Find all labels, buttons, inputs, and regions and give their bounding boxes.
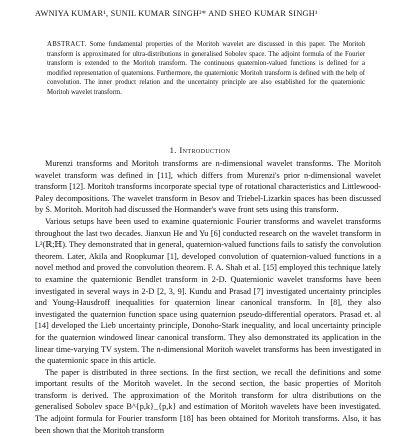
paragraph-2: Various setups have been used to examine quaternionic Fourier transforms and wavelet transforms throughout the last two decades. Jianxun He and Yu [6] conducted research on the wavelet transform in L²(ℝ;ℍ). They demonstrated that in general, quaternion-valued functions fails to satisfy the convolution theorem. Later, Akila and Roopkumar [1], developed convolution of quaternion-valued functions in a novel method and proved the convolution theorem. F. A. Shah et al. [15] employed this technique lately to examine the quaternionic Bendlet transform in 2-D. Quaternionic wavelet transforms have been investigated in several ways in 2-D [2, 3, 9]. Kundu and Prasad [7] investigated uncertainty principles and Young-Hausdroff inequalities for quaternion linear canonical transform. In [8], they also investigated the quaternion function space using quaternion pseudo-differential operators. Prasad et. al [14] developed the Lieb uncertainty principle, Donoho-Stark inequality, and local uncertainty principle for the quaternion windowed linear canonical transform. They also demonstrated its application in the linear time-varying TV system. The n-dimensional Moritoh wavelet transforms has been investigated in the quaternionic space in this article.	[35, 216, 381, 366]
abstract-label: ABSTRACT.	[47, 41, 87, 48]
paragraph-3: The paper is distributed in three sections. In the first section, we recall the definitions and some important results of the Moritoh wavelet. In the second section, the basic properties of Moritoh transform is derived. The approximation of the Moritoh transform for ultra distributions on the generalised Sobolev space B^{p,k}_{p,k} and estimation of Moritoh wavelets have been investigated. The adjoint formula for Fourier transform [18] has been obtained for Moritoh transforms. Also, it has been shown that the Moritoh transform	[35, 367, 381, 435]
section-heading: 1. Introduction	[169, 145, 231, 155]
paragraph-1: Murenzi transforms and Moritoh transforms are n-dimensional wavelet transforms. The Moritoh wavelet transform was defined in [11], which differs from Murenzi's prior n-dimensional wavelet transform [12]. Moritoh transforms incorporate special type of rotational characteristics and Littlewood-Paley decompositions. The wavelet transform in Besov and Triebel-Lizarkin spaces has been discussed by S. Moritoh. Moritoh had discussed the Hormander's wave front sets using this transform.	[35, 159, 381, 215]
author-line: AWNIYA KUMAR¹, SUNIL KUMAR SINGH²* AND SHEO KUMAR SINGH¹	[35, 9, 318, 18]
abstract-text: Some fundamental properties of the Moritoh wavelet are discussed in this paper. The Moritoh transform is approximated for ultra-distributions in generalised Sobolev space. The adjoint formula of the Fourier transform is extended to the Moritoh transform. The continuous quaternion-valued functions is defined for a modified representation of quaternions. Furthermore, the quaternionic Moritoh transform is defined with the help of convolution. The inner product relation and the uncertainty principle are also established for the quaternionic Moritoh wavelet transform.	[47, 41, 366, 96]
body-text	[35, 158, 381, 436]
abstract	[47, 40, 365, 98]
